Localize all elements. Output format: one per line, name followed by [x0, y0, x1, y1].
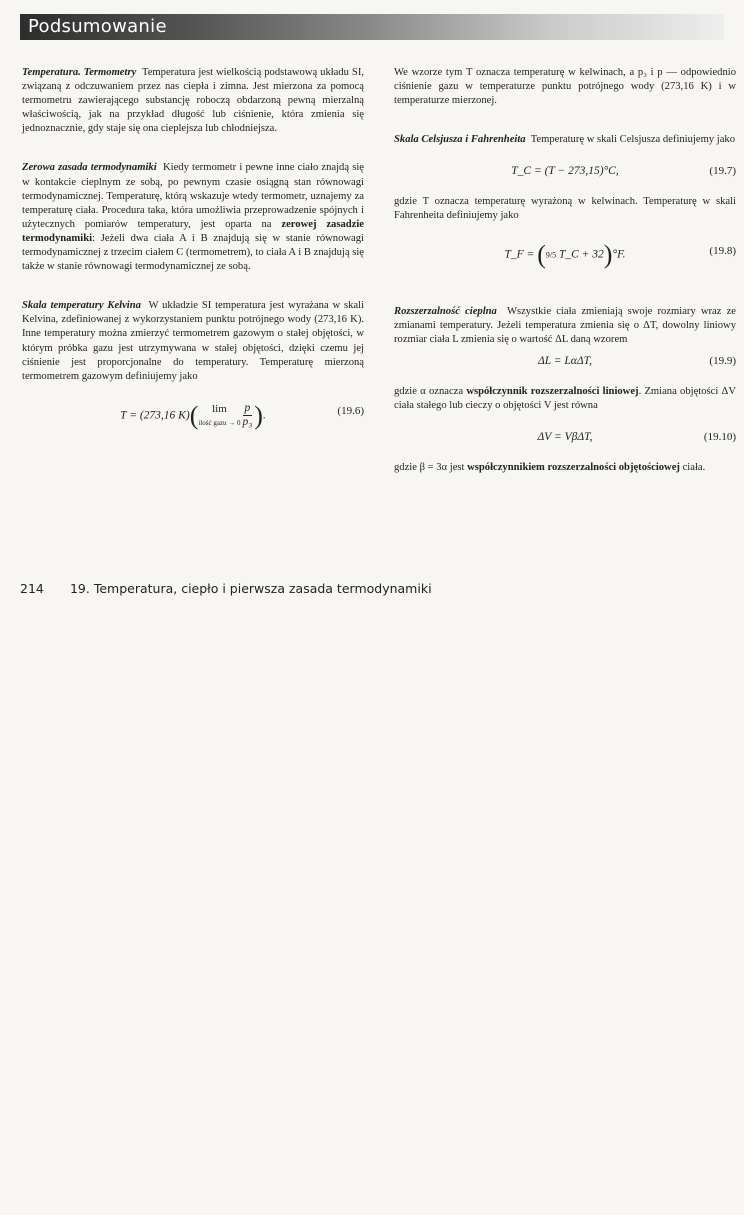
eq8-tag: (19.8): [709, 244, 736, 257]
eq6-left: T = (273,16 K): [120, 409, 190, 422]
eq8-left: T_F =: [504, 248, 535, 261]
equation-19-6: T = (273,16 K)( lim ilość gazu → 0 $\frac{p}{\text{p₃}}$ ). (19.6): [120, 400, 364, 430]
heading-celsius-fahrenheit: Skala Celsjusza i Fahrenheita: [394, 134, 526, 146]
text-volume-1: gdzie β = 3α jest: [394, 462, 465, 474]
eq6-numerator: p: [244, 402, 251, 415]
equation-19-9: [394, 351, 736, 373]
paragraph-kelvin-note: [394, 195, 736, 223]
equation-19-7: [394, 161, 736, 183]
text-formula-explanation: We wzorze tym T oznacza temperaturę w kelwinach, a p₃ i p — odpowiednio ciśnienie gazu w temperaturze punktu potrójnego wody (273,16 K) i w temperaturze mierzonej.: [394, 67, 736, 107]
paragraph-formula-explanation: [394, 66, 736, 108]
eq6-denominator: p₃: [242, 416, 253, 429]
eq6-tag: (19.6): [337, 404, 364, 417]
text-linear-1: gdzie α oznacza: [394, 385, 464, 397]
eq9-tag: (19.9): [709, 354, 736, 367]
paragraph-linear-coefficient: [394, 385, 736, 413]
term-zeroth-law: zerowej zasadzie termodynamiki: [22, 218, 365, 244]
heading-temperature: Temperatura. Termometry: [22, 67, 137, 78]
eq6-lim: lim: [212, 402, 227, 415]
paragraph-volume-coefficient: [394, 461, 736, 475]
text-thermal-expansion: Wszystkie ciała zmieniają swoje rozmiary wraz ze zmianami temperatury. Jeżeli temperatura zmienia się o ΔT, dowolny liniowy rozmiar ciała L zmienia się o wartość ΔL daną wzorem: [394, 305, 737, 345]
text-kelvin-scale: W układzie SI temperatura jest wyrażana w skali Kelvina, zdefiniowanej z wykorzystaniem punktu potrójnego wody (273,16 K). Inne temperatury można zmierzyć termometrem gazowym o stałej objętości, w którym próbka gazu jest utrzymywana w stałej objętości, dzięki czemu jej ciśnienie jest proporcjonalne do temperatury. Temperaturę mierzoną termometrem gazowym definiujemy jako: [22, 300, 365, 382]
right-column: [394, 66, 736, 475]
eq9-body: ΔL = LαΔT,: [537, 354, 593, 367]
page-footer: [20, 581, 740, 596]
eq10-body: ΔV = VβΔT,: [537, 431, 593, 444]
eq8-unit: °F.: [612, 248, 626, 261]
paragraph-temperature: [22, 66, 364, 136]
eq8-fraction: 9/5: [545, 250, 557, 260]
section-title: Podsumowanie: [28, 16, 167, 37]
term-linear-expansion: współczynnik rozszerzalności liniowej: [466, 385, 639, 397]
left-column: [22, 66, 364, 440]
paragraph-thermal-expansion: [394, 305, 736, 347]
term-volume-expansion: współczynnikiem rozszerzalności objętościowej: [467, 462, 680, 474]
text-volume-2: ciała.: [682, 462, 706, 474]
text-kelvin-note: gdzie T oznacza temperaturę wyrażoną w kelwinach. Temperaturę w skali Fahrenheita definiujemy jako: [394, 196, 736, 222]
paragraph-zeroth-law: [22, 161, 364, 274]
section-header-band: [20, 14, 724, 40]
eq7-tag: (19.7): [709, 165, 736, 178]
eq10-tag: (19.10): [703, 431, 736, 444]
equation-19-8: T_F = (9/5 T_C + 32)°F. (19.8): [504, 239, 736, 269]
text-linear-2: . Zmiana objętości ΔV ciała stałego lub cieczy o objętości V jest równa: [394, 385, 736, 411]
text-zeroth-law-1: Kiedy termometr i pewne inne ciało znajdą się w kontakcie cieplnym ze sobą, po pewnym czasie osiągną stan równowagi termodynamicznej. Temperaturę, którą wskazuje wtedy termometr, uznajemy za temperaturę ciała. Procedura taka, która umożliwia przeprowadzenie spójnych i użytecznych pomiarów temperatury, jest oparta na: [22, 162, 364, 230]
heading-thermal-expansion: Rozszerzalność cieplna: [394, 305, 497, 317]
heading-kelvin-scale: Skala temperatury Kelvina: [22, 300, 141, 312]
eq6-lim-sub: ilość gazu → 0: [198, 418, 241, 427]
eq8-mid: T_C + 32: [558, 248, 604, 261]
heading-zeroth-law: Zerowa zasada termodynamiki: [22, 162, 157, 174]
chapter-title: 19. Temperatura, ciepło i pierwsza zasada termodynamiki: [69, 581, 432, 596]
text-temperature: Temperatura jest wielkością podstawową układu SI, związaną z odczuwaniem przez nas ciepła i zimna. Jest mierzona za pomocą termometru zawierającego substancję roboczą obdarzoną pewną mierzalną właściwością, jak na przykład długość lub ciśnienie, która zmienia się jednoznacznie, gdy staje się ona cieplejsza lub chłodniejsza.: [22, 67, 364, 135]
text-celsius-fahrenheit: Temperaturę w skali Celsjusza definiujemy jako: [530, 134, 735, 146]
eq7-body: T_C = (T − 273,15)°C,: [511, 165, 619, 178]
equation-19-10: [394, 427, 736, 449]
paragraph-kelvin-scale: [22, 299, 364, 384]
text-zeroth-law-2: : Jeżeli dwa ciała A i B znajdują się w stanie równowagi termodynamicznej z trzecim ciałem C (termometrem), to ciała A i B znajdują się także w stanie równowagi termodynamicznej ze sobą.: [22, 232, 364, 273]
paragraph-celsius-fahrenheit: [394, 133, 736, 147]
page-number: 214: [20, 581, 44, 596]
